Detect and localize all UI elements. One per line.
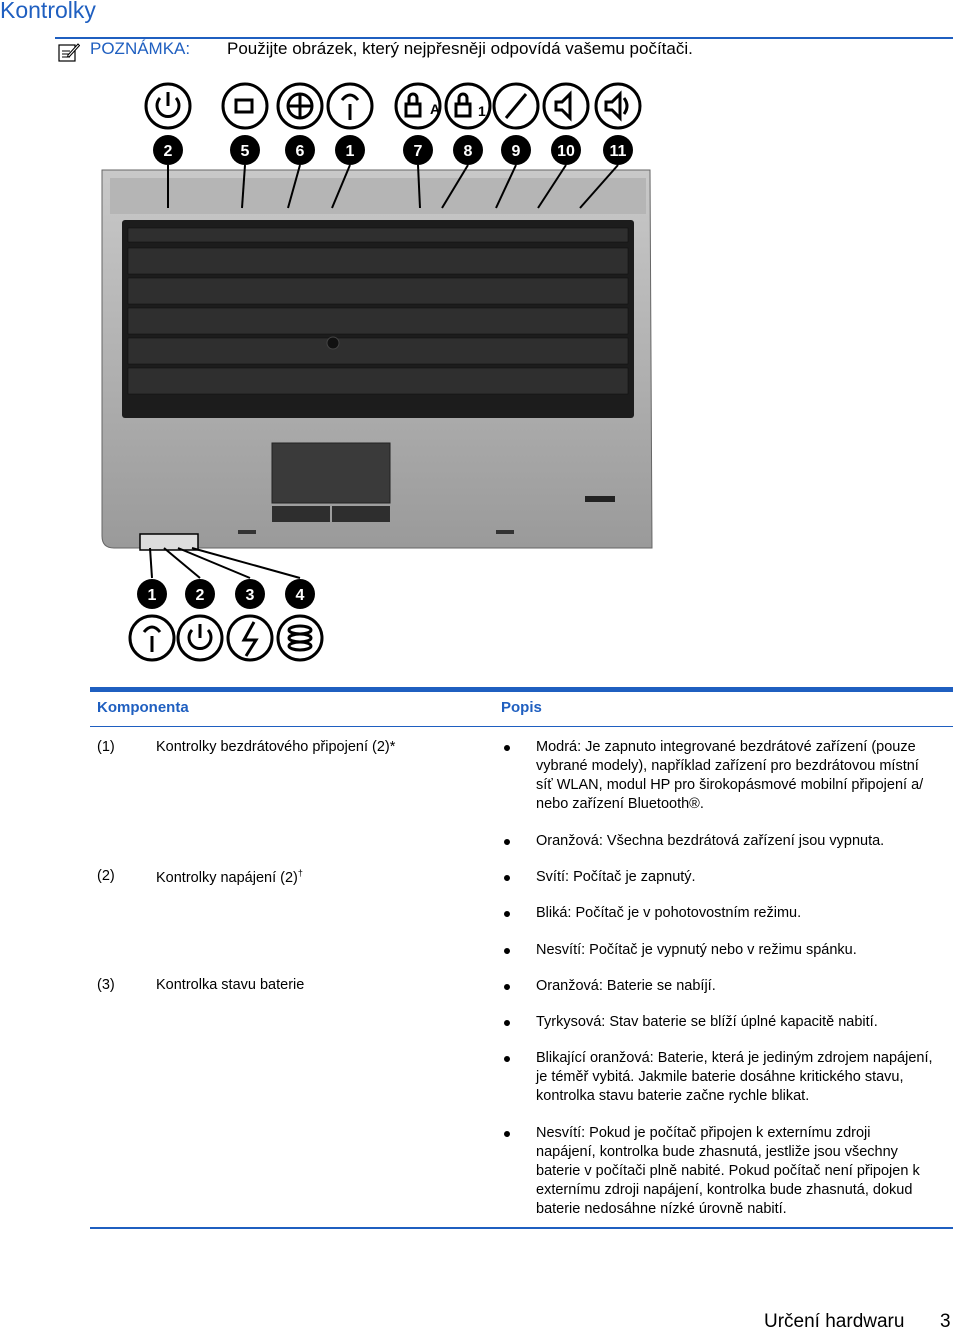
description-item: Tyrkysová: Stav baterie se blíží úplné kapacitě nabití. [536, 1014, 878, 1030]
header-component: Komponenta [97, 699, 189, 716]
note-text: Použijte obrázek, který nejpřesněji odpovídá vašemu počítači. [227, 39, 693, 58]
table-bottom-rule [90, 1227, 953, 1229]
bullet-icon [504, 745, 510, 751]
svg-text:2: 2 [195, 587, 205, 604]
page-number: 3 [940, 1311, 951, 1332]
description-item: Nesvítí: Počítač je vypnutý nebo v režimu spánku. [536, 942, 857, 958]
bullet-icon [504, 984, 510, 990]
svg-text:1: 1 [345, 143, 355, 160]
row-number: (2) [97, 868, 115, 884]
description-item: Bliká: Počítač je v pohotovostním režimu. [536, 905, 802, 921]
table-header-rule [90, 726, 953, 727]
table-top-rule [90, 687, 953, 692]
row-number: (3) [97, 977, 115, 993]
laptop-figure [100, 78, 660, 668]
component-name: Kontrolky napájení (2)† [156, 868, 303, 886]
footer-section: Určení hardwaru [764, 1311, 905, 1332]
svg-text:1: 1 [478, 103, 486, 119]
component-name: Kontrolka stavu baterie [156, 977, 305, 993]
description-item: Modrá: Je zapnuto integrované bezdrátové zařízení (pouze vybrané modely), například zařízení pro bezdrátovou místní síť WLAN, modul HP pro širokopásmové mobilní připojení a/ nebo zařízení Bluetooth®. [536, 739, 924, 812]
svg-text:9: 9 [511, 143, 521, 160]
header-description: Popis [501, 699, 542, 716]
svg-text:6: 6 [295, 143, 305, 160]
bullet-icon [504, 1020, 510, 1026]
bullet-icon [504, 839, 510, 845]
svg-text:1: 1 [147, 587, 157, 604]
row-number: (1) [97, 739, 115, 755]
bullet-icon [504, 1131, 510, 1137]
bullet-icon [504, 948, 510, 954]
svg-text:8: 8 [463, 143, 473, 160]
svg-text:A: A [430, 101, 441, 117]
description-item: Oranžová: Baterie se nabíjí. [536, 978, 716, 994]
description-item: Nesvítí: Pokud je počítač připojen k externímu zdroji napájení, kontrolka bude zhasnutá, jestliže jsou všechny baterie v počítači plně nabité. Pokud počítač není připojen k externímu zdroji napájení, kontrolka bude zhasnutá, dokud baterie nedosáhne nízké úrovně nabití. [536, 1125, 920, 1217]
bullet-icon [504, 875, 510, 881]
description-item: Blikající oranžová: Baterie, která je jediným zdrojem napájení, je téměř vybitá. Jakmile baterie dosáhne kritického stavu, kontrolka stavu baterie začne rychle blikat. [536, 1050, 933, 1104]
svg-text:3: 3 [245, 587, 255, 604]
note-label: POZNÁMKA: [90, 39, 191, 58]
description-item: Svítí: Počítač je zapnutý. [536, 869, 696, 885]
bullet-icon [504, 1056, 510, 1062]
svg-text:2: 2 [163, 143, 173, 160]
svg-text:5: 5 [240, 143, 250, 160]
description-item: Oranžová: Všechna bezdrátová zařízení jsou vypnuta. [536, 833, 885, 849]
note-pencil-icon [58, 42, 80, 62]
svg-text:7: 7 [413, 143, 423, 160]
svg-text:4: 4 [295, 587, 305, 604]
bullet-icon [504, 911, 510, 917]
svg-text:11: 11 [609, 143, 627, 160]
svg-text:10: 10 [557, 143, 575, 160]
component-name: Kontrolky bezdrátového připojení (2)* [156, 739, 396, 755]
page-title: Kontrolky [0, 0, 96, 23]
